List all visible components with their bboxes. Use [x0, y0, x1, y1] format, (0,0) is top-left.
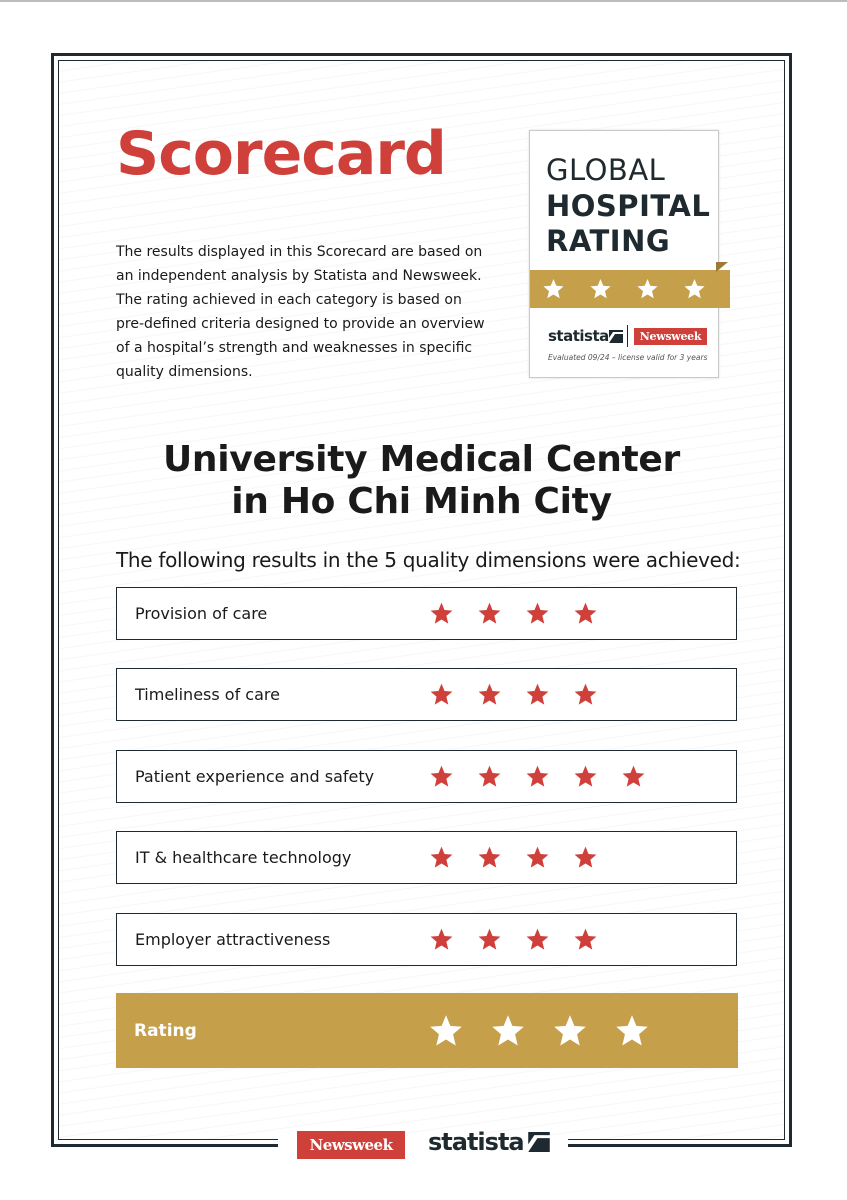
badge-separator: [627, 325, 628, 347]
star-icon: [429, 682, 454, 707]
star-icon: [621, 764, 646, 789]
dimension-label: Employer attractiveness: [135, 930, 331, 949]
star-icon: [525, 601, 550, 626]
dimension-row-it-healthcare-technology: [116, 831, 737, 884]
star-icon: [525, 682, 550, 707]
star-icon: [573, 601, 598, 626]
dimension-stars: [429, 601, 621, 626]
dimension-row-timeliness-of-care: [116, 668, 737, 721]
badge-star-band: [530, 270, 730, 308]
star-icon: [525, 764, 550, 789]
overall-rating-bar: [116, 993, 738, 1068]
dimension-label: Provision of care: [135, 604, 268, 623]
rating-label: Rating: [134, 1020, 197, 1041]
hospital-name-line1: University Medical Center: [162, 439, 680, 480]
star-icon: [428, 1013, 464, 1049]
dimension-stars: [429, 682, 621, 707]
hospital-name-line2: in Ho Chi Minh City: [231, 481, 612, 522]
dimension-stars: [429, 927, 621, 952]
star-icon: [683, 277, 706, 301]
footer-newsweek-logo: Newsweek: [297, 1131, 405, 1159]
dimension-row-patient-experience: [116, 750, 737, 803]
page-title: Scorecard: [116, 119, 446, 189]
star-icon: [542, 277, 565, 301]
badge-brands: [548, 325, 707, 347]
rating-badge: [529, 130, 719, 378]
statista-logo-icon: [609, 330, 623, 343]
star-icon: [525, 845, 550, 870]
star-icon: [552, 1013, 588, 1049]
dimension-stars: [429, 845, 621, 870]
star-icon: [429, 601, 454, 626]
top-divider: [0, 0, 847, 2]
star-icon: [614, 1013, 650, 1049]
intro-text: The results displayed in this Scorecard are based on an independent analysis by Statista and Newsweek. The rating achieved in each category is based on pre-defined criteria designed to provide an overview of a hospital’s strength and weaknesses in specific quality dimensions.: [116, 244, 485, 380]
badge-line-rating: RATING: [546, 224, 671, 258]
star-icon: [477, 764, 502, 789]
star-icon: [589, 277, 612, 301]
star-icon: [477, 927, 502, 952]
statista-logo-icon: [528, 1132, 550, 1152]
star-icon: [525, 927, 550, 952]
dimension-row-provision-of-care: [116, 587, 737, 640]
dimension-row-employer-attractiveness: [116, 913, 737, 966]
dimension-label: IT & healthcare technology: [135, 848, 352, 867]
rating-stars: [428, 1013, 676, 1049]
footer-statista-logo: [428, 1128, 550, 1156]
star-icon: [573, 682, 598, 707]
star-icon: [573, 764, 598, 789]
badge-newsweek-logo: Newsweek: [634, 328, 707, 345]
badge-line-hospital: HOSPITAL: [546, 189, 711, 223]
badge-ribbon-fold: [716, 262, 728, 272]
star-icon: [429, 764, 454, 789]
star-icon: [477, 845, 502, 870]
star-icon: [429, 927, 454, 952]
dimension-label: Patient experience and safety: [135, 767, 375, 786]
star-icon: [477, 601, 502, 626]
badge-line-global: GLOBAL: [546, 153, 666, 187]
star-icon: [429, 845, 454, 870]
badge-statista-logo: statista: [548, 327, 609, 345]
star-icon: [477, 682, 502, 707]
footer-statista-wordmark: statista: [428, 1128, 524, 1156]
results-subheading: The following results in the 5 quality dimensions were achieved:: [116, 548, 741, 572]
star-icon: [573, 927, 598, 952]
star-icon: [490, 1013, 526, 1049]
star-icon: [573, 845, 598, 870]
badge-evaluation-note: Evaluated 09/24 – license valid for 3 years: [548, 353, 708, 362]
dimension-label: Timeliness of care: [135, 685, 280, 704]
dimension-stars: [429, 764, 669, 789]
star-icon: [636, 277, 659, 301]
